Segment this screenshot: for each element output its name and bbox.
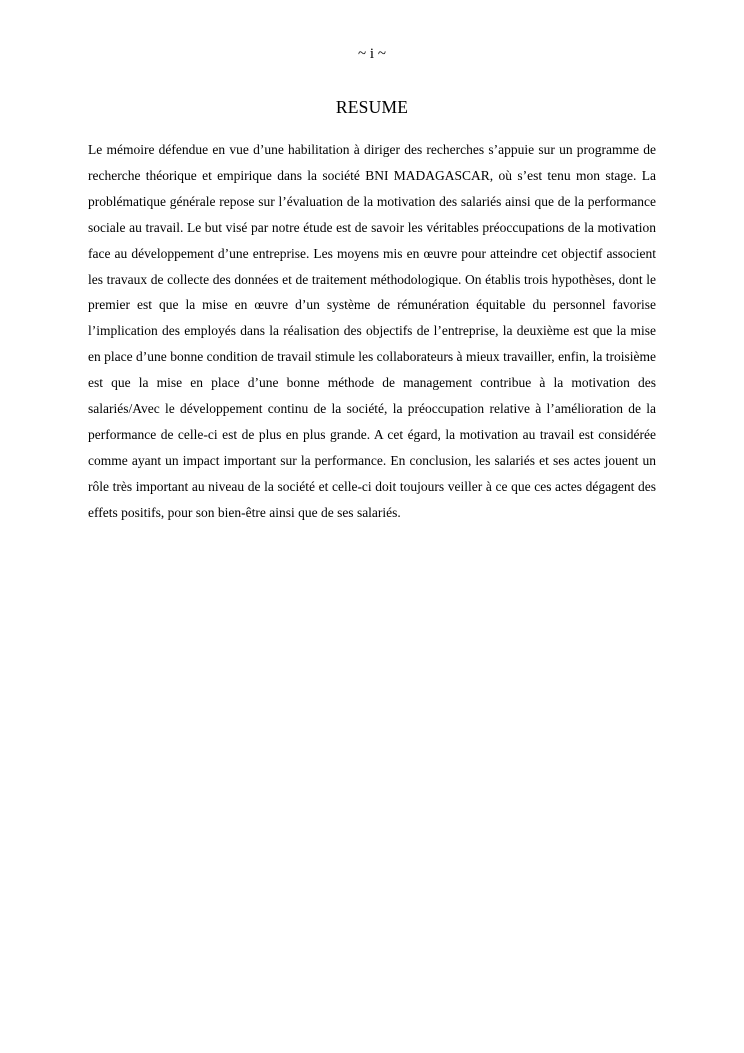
abstract-paragraph: Le mémoire défendue en vue d’une habilitation à diriger des recherches s’appuie sur un programme de recherche théorique et empirique dans la société BNI MADAGASCAR, où s’est tenu mon stage. La problématique générale repose sur l’évaluation de la motivation des salariés ainsi que de la performance sociale au travail. Le but visé par notre étude est de savoir les véritables préoccupations de la motivation face au développement d’une entreprise. Les moyens mis en œuvre pour atteindre cet objectif associent les travaux de collecte des données et de traitement méthodologique. On établis trois hypothèses, dont le premier est que la mise en œuvre d’un système de rémunération équitable du personnel favorise l’implication des employés dans la réalisation des objectifs de l’entreprise, la deuxième est que la mise en place d’une bonne condition de travail stimule les collaborateurs à mieux travailler, enfin, la troisième est que la mise en place d’une bonne méthode de management contribue à la motivation des salariés/Avec le développement continu de la société, la préoccupation relative à l’amélioration de la performance de celle-ci est de plus en plus grande. A cet égard, la motivation au travail est considérée comme ayant un impact important sur la performance. En conclusion, les salariés et ses actes jouent un rôle très important au niveau de la société et celle-ci doit toujours veiller à ce que ces actes dégagent des effets positifs, pour son bien-être ainsi que de ses salariés. xyxy=(88,142,656,520)
page-number: ~ i ~ xyxy=(358,46,386,62)
page-title: RESUME xyxy=(335,97,409,117)
